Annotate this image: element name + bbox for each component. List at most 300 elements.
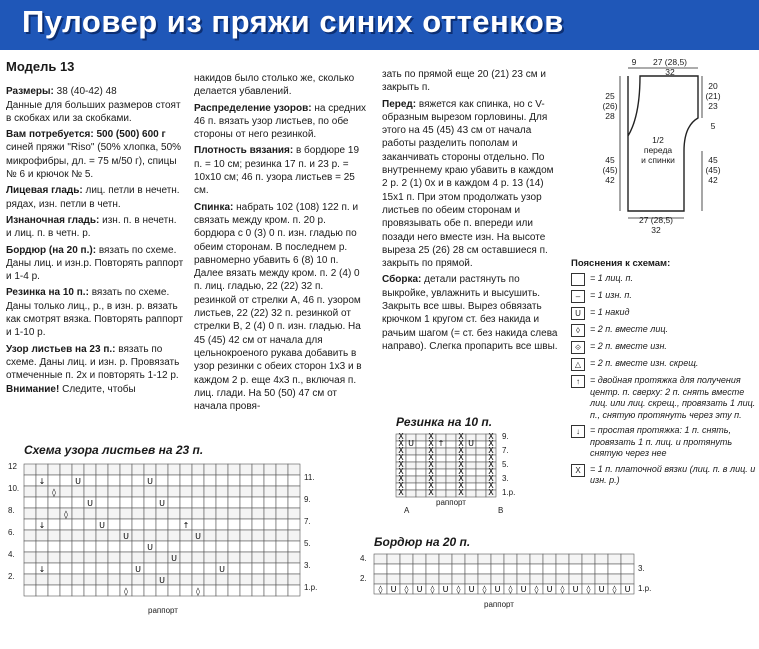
grid-cell (72, 563, 84, 574)
grid-cell (96, 574, 108, 585)
grid-cell (108, 541, 120, 552)
grid-cell (24, 552, 36, 563)
stitch-symbol: U (159, 499, 165, 508)
grid-cell (24, 574, 36, 585)
front-text: вяжется как спинка, но с V-образным вырезом горловины. Для этого на 45 (45) 43 см от начала работы разделить пополам и заканчивать стороны отдельно. По внутреннему краю убавить в каждом 2 р. 2 (1) 0х и в каждом 4 р. 13 (14) 15х1 п. При этом продолжать узор листьев по обеим сторонам и провязывать обе п. впереди или позади него вместе изн. На высоте выреза 25 (26) 28 см оставшиеся п. закрыть по прямой. (382, 98, 554, 270)
stitch-symbol: X (458, 467, 464, 476)
grid-cell (228, 508, 240, 519)
grid-cell (204, 530, 216, 541)
rapport-label: раппорт (148, 606, 178, 615)
grid-cell (168, 486, 180, 497)
grid-cell (108, 552, 120, 563)
grid-cell (466, 490, 476, 497)
stitch-symbol: X (398, 481, 404, 490)
grid-cell (84, 552, 96, 563)
grid-cell (108, 585, 120, 596)
grid-cell (228, 552, 240, 563)
grid-cell (216, 508, 228, 519)
grid-cell (204, 519, 216, 530)
grid-cell (168, 530, 180, 541)
legend-symbol-icon: U (571, 307, 585, 320)
grid-cell (84, 530, 96, 541)
materials-paragraph (6, 128, 184, 181)
materials-text: синей пряжи "Riso" (50% хлопка, 50% микрофибры, дл. = 75 м/50 г), спицы № 6 и крючок № 5. (6, 142, 182, 181)
center-label-3: и спинки (641, 155, 675, 165)
grid-cell (24, 519, 36, 530)
grid-cell (156, 508, 168, 519)
grid-cell (452, 574, 465, 584)
grid-cell (48, 585, 60, 596)
grid-cell (216, 574, 228, 585)
grid-cell (108, 563, 120, 574)
grid-cell (400, 574, 413, 584)
grid-cell (144, 519, 156, 530)
grid-cell (476, 434, 486, 441)
grid-cell (288, 541, 300, 552)
stitch-symbol: ↑ (182, 521, 190, 530)
stitch-symbol: X (458, 481, 464, 490)
grid-cell (387, 554, 400, 564)
leaf-row-label: 12 (8, 462, 17, 471)
grid-cell (406, 462, 416, 469)
stitch-symbol: U (468, 439, 474, 448)
legend-symbol-icon: X (571, 464, 585, 477)
stitch-symbol: X (428, 460, 434, 469)
grid-cell (436, 490, 446, 497)
attention-heading: Внимание! (6, 383, 60, 395)
grid-cell (595, 554, 608, 564)
grid-cell (60, 541, 72, 552)
grid-cell (478, 574, 491, 584)
grid-cell (446, 441, 456, 448)
leaf-paragraph (6, 343, 184, 396)
grid-cell (608, 564, 621, 574)
stitch-symbol: X (398, 467, 404, 476)
leaf-row-label: 2. (8, 572, 15, 581)
grid-cell (72, 497, 84, 508)
grid-cell (156, 464, 168, 475)
grid-cell (466, 469, 476, 476)
border-text: вязать по схеме. Даны лиц. и изн.р. Повторять раппорт и 1-4 р. (6, 244, 184, 283)
purl-stitch-text: изн. п. в нечетн. и лиц. п. в четн. р. (6, 214, 177, 240)
stitch-symbol: U (135, 565, 141, 574)
assembly-paragraph (382, 273, 558, 353)
grid-cell (228, 541, 240, 552)
leaf-text: вязать по схеме. Даны лиц. и изн. р. Провязать отмеченные п. 2х и повторять 1-12 р. (6, 343, 180, 382)
grid-cell (582, 564, 595, 574)
grid-cell (144, 497, 156, 508)
grid-cell (132, 464, 144, 475)
grid-cell (465, 554, 478, 564)
materials-heading: Вам потребуется: 500 (500) 600 г (6, 129, 166, 141)
stitch-symbol: U (520, 585, 527, 594)
grid-cell (48, 541, 60, 552)
grid-cell (72, 508, 84, 519)
grid-cell (276, 475, 288, 486)
grid-cell (228, 475, 240, 486)
grid-cell (48, 530, 60, 541)
legend (571, 258, 757, 491)
grid-cell (608, 574, 621, 584)
stitch-symbol: U (468, 585, 475, 594)
rib-row-label: 7. (502, 446, 509, 455)
stitch-symbol: X (458, 439, 464, 448)
stitch-symbol: X (428, 474, 434, 483)
purl-stitch-paragraph (6, 214, 184, 241)
leaf-chart-title: Схема узора листьев на 23 п. (24, 443, 204, 457)
dim-left-lower-2: (45) (602, 165, 618, 175)
grid-cell (476, 462, 486, 469)
stitch-symbol: X (458, 488, 464, 497)
grid-cell (416, 490, 426, 497)
grid-cell (436, 469, 446, 476)
stitch-symbol: ◊ (586, 585, 591, 594)
stitch-symbol: X (398, 488, 404, 497)
grid-cell (517, 574, 530, 584)
face-stitch-heading: Лицевая гладь: (6, 185, 83, 197)
stitch-symbol: ↓ (38, 521, 46, 530)
grid-cell (192, 519, 204, 530)
grid-cell (132, 508, 144, 519)
grid-cell (530, 564, 543, 574)
stitch-symbol: U (219, 565, 225, 574)
distribution-paragraph (194, 102, 367, 142)
stitch-symbol: ◊ (456, 585, 461, 594)
grid-cell (504, 574, 517, 584)
grid-cell (543, 574, 556, 584)
stitch-symbol: U (75, 477, 81, 486)
grid-cell (252, 541, 264, 552)
stitch-symbol: ◊ (196, 587, 200, 596)
grid-cell (180, 585, 192, 596)
grid-cell (504, 564, 517, 574)
grid-cell (204, 552, 216, 563)
grid-cell (72, 464, 84, 475)
stitch-symbol: X (488, 481, 494, 490)
grid-cell (240, 585, 252, 596)
leaf-row-label: 11. (304, 473, 315, 482)
assembly-heading: Сборка: (382, 274, 422, 286)
grid-cell (204, 508, 216, 519)
grid-cell (252, 530, 264, 541)
legend-symbol-icon (571, 273, 585, 286)
dim-top-total: 32 (665, 67, 675, 77)
grid-cell (216, 486, 228, 497)
dim-right-lower-2: (45) (705, 165, 721, 175)
grid-cell (491, 574, 504, 584)
stitch-symbol: X (398, 439, 404, 448)
grid-cell (84, 541, 96, 552)
grid-cell (144, 508, 156, 519)
grid-cell (204, 574, 216, 585)
dim-left-lower: 45 (605, 155, 615, 165)
grid-cell (180, 486, 192, 497)
grid-cell (204, 464, 216, 475)
text-column-2 (194, 72, 367, 416)
grid-cell (144, 574, 156, 585)
grid-cell (452, 564, 465, 574)
grid-cell (96, 563, 108, 574)
grid-cell (144, 563, 156, 574)
text-column-1 (6, 60, 184, 399)
grid-cell (543, 554, 556, 564)
dim-bottom-total: 32 (651, 225, 661, 235)
grid-cell (436, 462, 446, 469)
grid-cell (216, 519, 228, 530)
grid-cell (288, 574, 300, 585)
legend-symbol-icon: ↑ (571, 375, 585, 388)
grid-cell (132, 585, 144, 596)
stitch-symbol: U (624, 585, 631, 594)
grid-cell (96, 475, 108, 486)
stitch-symbol: U (123, 532, 129, 541)
grid-cell (228, 519, 240, 530)
grid-cell (120, 508, 132, 519)
grid-cell (288, 519, 300, 530)
legend-text: = 2 п. вместе лиц. (590, 324, 669, 334)
grid-cell (84, 486, 96, 497)
grid-cell (180, 574, 192, 585)
sizes-paragraph (6, 85, 184, 125)
sizes-note: Данные для больших размеров стоят в скобках или за скобками. (6, 99, 181, 124)
face-stitch-text: лиц. петли в нечетн. рядах, изн. петли в четн. (6, 185, 180, 210)
grid-cell (252, 563, 264, 574)
grid-cell (96, 508, 108, 519)
grid-cell (228, 530, 240, 541)
grid-cell (446, 455, 456, 462)
stitch-symbol: U (99, 521, 105, 530)
grid-cell (120, 552, 132, 563)
leaf-row-label: 3. (304, 561, 311, 570)
density-text: в бордюре 19 п. = 10 см; резинка 17 п. и 23 р. = 10х10 см; 46 п. узора листьев = 25 см. (194, 145, 360, 197)
legend-item (571, 290, 757, 303)
leaf-row-label: 8. (8, 506, 15, 515)
grid-cell (180, 464, 192, 475)
leaf-chart (8, 460, 328, 620)
grid-cell (476, 448, 486, 455)
grid-cell (108, 475, 120, 486)
grid-cell (466, 462, 476, 469)
legend-item (571, 273, 757, 286)
grid-cell (84, 475, 96, 486)
legend-item (571, 375, 757, 421)
grid-cell (276, 508, 288, 519)
stitch-symbol: U (147, 543, 153, 552)
dim-right-lower: 45 (708, 155, 718, 165)
grid-cell (264, 519, 276, 530)
assembly-text: детали растянуть по выкройке, увлажнить и высушить. Закрыть все швы. Вырез обвязать крючком 1 кругом ст. без накида и рачьим шагом (= ст. без накида слева направо). Слегка пропарить все швы. (382, 274, 558, 352)
grid-cell (264, 585, 276, 596)
grid-cell (180, 563, 192, 574)
grid-cell (264, 475, 276, 486)
grid-cell (276, 563, 288, 574)
grid-cell (60, 486, 72, 497)
grid-cell (216, 475, 228, 486)
grid-cell (228, 464, 240, 475)
stitch-symbol: U (390, 585, 397, 594)
grid-cell (466, 483, 476, 490)
back-text: набрать 102 (108) 122 п. и связать между кром. п. 20 р. бордюра с 0 (3) 0 п. изн. гладью по обеим сторонам. В последнем р. равномерно убавить 6 (8) 10 п. Далее вязать между кром. п. 2 (4) 0 п. лиц. гладью, 22 (22) 32 п. резинкой от стрелки А, 46 п. узором листьев, 22 (22) 32 п. резинкой от стрелки В, 2 (4) 0 п. изн. гладью. На 45 (45) 42 см от начала для цельнокроеного рукава добавить в узор резинки с обеих сторон 1х3 и в каждом 2 р. еще 4х3 п., включая п. лиц. глади. На 50 (50) 47 см от начала провя- (194, 201, 362, 413)
page-header (0, 0, 759, 50)
grid-cell (96, 530, 108, 541)
grid-cell (36, 541, 48, 552)
grid-cell (144, 464, 156, 475)
grid-cell (84, 519, 96, 530)
grid-cell (108, 530, 120, 541)
rib-row-label: 1.р. (502, 488, 516, 497)
grid-cell (36, 508, 48, 519)
stitch-symbol: X (428, 446, 434, 455)
purl-stitch-heading: Изнаночная гладь: (6, 214, 100, 226)
grid-cell (530, 554, 543, 564)
grid-cell (96, 552, 108, 563)
grid-cell (288, 552, 300, 563)
stitch-symbol: X (488, 453, 494, 462)
grid-cell (276, 574, 288, 585)
grid-cell (192, 508, 204, 519)
grid-cell (569, 574, 582, 584)
legend-title: Пояснения к схемам: (571, 258, 671, 269)
stitch-symbol: X (398, 446, 404, 455)
grid-cell (446, 476, 456, 483)
legend-symbol-icon: ↓ (571, 425, 585, 438)
grid-cell (264, 486, 276, 497)
grid-cell (72, 486, 84, 497)
grid-cell (96, 486, 108, 497)
grid-cell (192, 552, 204, 563)
grid-cell (569, 554, 582, 564)
dim-right-upper-2: (21) (705, 91, 721, 101)
grid-cell (288, 563, 300, 574)
legend-item (571, 425, 757, 460)
grid-cell (60, 563, 72, 574)
grid-cell (36, 574, 48, 585)
density-heading: Плотность вязания: (194, 145, 294, 157)
grid-cell (517, 564, 530, 574)
rib-paragraph (6, 286, 184, 339)
grid-cell (180, 552, 192, 563)
leaf-row-label: 4. (8, 550, 15, 559)
stitch-symbol: ↓ (38, 477, 46, 486)
grid-cell (466, 448, 476, 455)
grid-cell (556, 564, 569, 574)
grid-cell (466, 476, 476, 483)
grid-cell (24, 464, 36, 475)
grid-cell (108, 497, 120, 508)
grid-cell (156, 563, 168, 574)
stitch-symbol: X (428, 467, 434, 476)
grid-cell (288, 464, 300, 475)
grid-cell (476, 483, 486, 490)
grid-cell (204, 486, 216, 497)
grid-cell (406, 448, 416, 455)
legend-symbol-icon: – (571, 290, 585, 303)
grid-cell (48, 464, 60, 475)
grid-cell (192, 486, 204, 497)
stitch-symbol: ◊ (52, 488, 56, 497)
grid-cell (24, 475, 36, 486)
grid-cell (120, 464, 132, 475)
grid-cell (476, 469, 486, 476)
grid-cell (168, 563, 180, 574)
grid-cell (264, 497, 276, 508)
grid-cell (108, 464, 120, 475)
stitch-symbol: X (458, 474, 464, 483)
grid-cell (439, 554, 452, 564)
grid-cell (60, 497, 72, 508)
grid-cell (276, 541, 288, 552)
dim-top-right: 27 (28,5) (652, 57, 688, 67)
distribution-text: на средних 46 п. вязать узор листьев, по обе стороны от него резинкой. (194, 102, 367, 141)
grid-cell (132, 530, 144, 541)
grid-cell (416, 441, 426, 448)
grid-cell (156, 519, 168, 530)
grid-cell (446, 483, 456, 490)
stitch-symbol: X (428, 439, 434, 448)
grid-cell (582, 554, 595, 564)
grid-cell (180, 508, 192, 519)
grid-cell (120, 519, 132, 530)
grid-cell (84, 508, 96, 519)
stitch-symbol: U (159, 576, 165, 585)
grid-cell (156, 541, 168, 552)
grid-cell (36, 552, 48, 563)
legend-symbol-icon: △ (571, 358, 585, 371)
legend-symbol-icon: ⟐ (571, 341, 585, 354)
rapport-label: раппорт (436, 498, 466, 507)
grid-cell (556, 554, 569, 564)
grid-cell (192, 563, 204, 574)
grid-cell (180, 497, 192, 508)
grid-cell (144, 552, 156, 563)
chart-grid (358, 550, 658, 620)
grid-cell (276, 464, 288, 475)
grid-cell (108, 508, 120, 519)
grid-cell (168, 508, 180, 519)
grid-cell (216, 530, 228, 541)
stitch-symbol: X (488, 460, 494, 469)
dim-right-sleeve: 5 (710, 121, 716, 131)
grid-cell (240, 464, 252, 475)
grid-cell (120, 475, 132, 486)
grid-cell (446, 462, 456, 469)
legend-item (571, 324, 757, 337)
grid-cell (132, 497, 144, 508)
stitch-symbol: U (195, 532, 201, 541)
grid-cell (436, 483, 446, 490)
grid-cell (96, 464, 108, 475)
border-row-label: 4. (360, 554, 367, 563)
stitch-symbol: ◊ (378, 585, 383, 594)
back-paragraph (194, 201, 367, 414)
dim-bottom: 27 (28,5) (638, 215, 674, 225)
grid-cell (264, 508, 276, 519)
stitch-symbol: X (428, 488, 434, 497)
grid-cell (156, 486, 168, 497)
chart-grid (392, 432, 532, 522)
legend-symbol-icon: ◊ (571, 324, 585, 337)
grid-cell (491, 564, 504, 574)
grid-cell (48, 497, 60, 508)
grid-cell (543, 564, 556, 574)
grid-cell (413, 564, 426, 574)
grid-cell (216, 497, 228, 508)
stitch-symbol: ◊ (534, 585, 539, 594)
stitch-symbol: X (428, 453, 434, 462)
rib-row-label: 5. (502, 460, 509, 469)
grid-cell (240, 563, 252, 574)
grid-cell (108, 574, 120, 585)
